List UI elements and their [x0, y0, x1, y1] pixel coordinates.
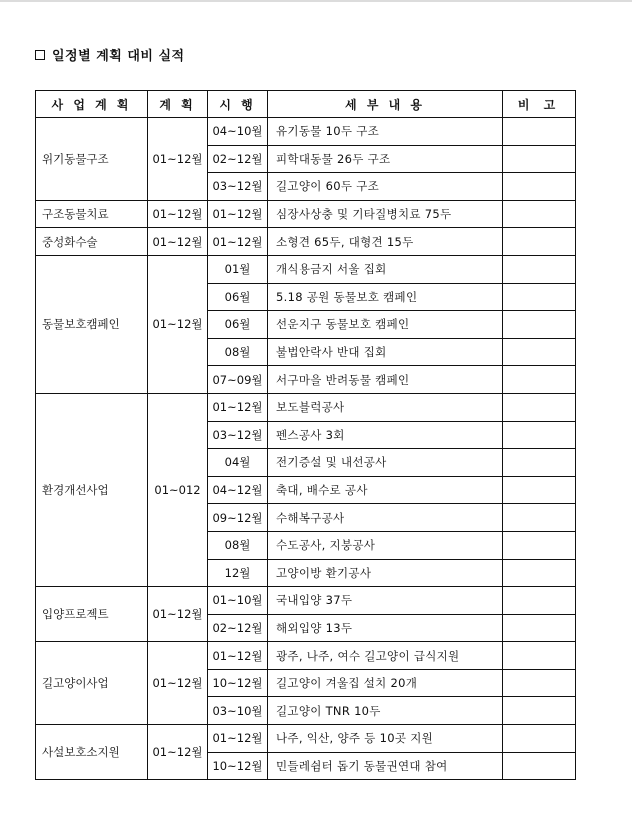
detail-cell: 고양이방 환기공사	[268, 559, 503, 587]
remarks-cell	[503, 504, 576, 532]
top-border	[0, 0, 632, 2]
detail-cell: 보도블럭공사	[268, 393, 503, 421]
detail-cell: 펜스공사 3회	[268, 421, 503, 449]
detail-cell: 소형견 65두, 대형견 15두	[268, 228, 503, 256]
remarks-cell	[503, 476, 576, 504]
execution-period-cell: 03~12월	[208, 421, 268, 449]
execution-period-cell: 01~12월	[208, 642, 268, 670]
detail-cell: 축대, 배수로 공사	[268, 476, 503, 504]
header-project: 사 업 계 획	[36, 91, 148, 118]
remarks-cell	[503, 366, 576, 394]
remarks-cell	[503, 200, 576, 228]
execution-period-cell: 04월	[208, 449, 268, 477]
remarks-cell	[503, 283, 576, 311]
execution-period-cell: 01~12월	[208, 200, 268, 228]
section-heading	[35, 45, 185, 64]
plan-period-cell: 01~12월	[148, 118, 208, 201]
checkbox-square-icon	[35, 50, 45, 60]
execution-period-cell: 04~10월	[208, 118, 268, 146]
detail-cell: 유기동물 10두 구조	[268, 118, 503, 146]
remarks-cell	[503, 145, 576, 173]
project-name-cell: 구조동물치료	[36, 200, 148, 228]
execution-period-cell: 01~10월	[208, 587, 268, 615]
detail-cell: 길고양이 TNR 10두	[268, 697, 503, 725]
execution-period-cell: 12월	[208, 559, 268, 587]
execution-period-cell: 03~12월	[208, 173, 268, 201]
detail-cell: 5.18 공원 동물보호 캠페인	[268, 283, 503, 311]
plan-period-cell: 01~12월	[148, 725, 208, 780]
execution-period-cell: 08월	[208, 531, 268, 559]
execution-period-cell: 10~12월	[208, 669, 268, 697]
remarks-cell	[503, 752, 576, 780]
table-row	[36, 587, 576, 615]
detail-cell: 길고양이 60두 구조	[268, 173, 503, 201]
remarks-cell	[503, 559, 576, 587]
execution-period-cell: 03~10월	[208, 697, 268, 725]
remarks-cell	[503, 725, 576, 753]
execution-period-cell: 02~12월	[208, 145, 268, 173]
detail-cell: 해외입양 13두	[268, 614, 503, 642]
project-name-cell: 환경개선사업	[36, 393, 148, 586]
remarks-cell	[503, 614, 576, 642]
remarks-cell	[503, 669, 576, 697]
plan-period-cell: 01~12월	[148, 587, 208, 642]
remarks-cell	[503, 642, 576, 670]
detail-cell: 개식용금지 서울 집회	[268, 255, 503, 283]
execution-period-cell: 01월	[208, 255, 268, 283]
remarks-cell	[503, 338, 576, 366]
execution-period-cell: 07~09월	[208, 366, 268, 394]
project-name-cell: 입양프로젝트	[36, 587, 148, 642]
detail-cell: 선운지구 동물보호 캠페인	[268, 311, 503, 339]
execution-period-cell: 09~12월	[208, 504, 268, 532]
execution-period-cell: 06월	[208, 311, 268, 339]
remarks-cell	[503, 311, 576, 339]
header-detail: 세 부 내 용	[268, 91, 503, 118]
execution-period-cell: 08월	[208, 338, 268, 366]
execution-period-cell: 04~12월	[208, 476, 268, 504]
table-row	[36, 228, 576, 256]
detail-cell: 수도공사, 지붕공사	[268, 531, 503, 559]
table-row	[36, 725, 576, 753]
remarks-cell	[503, 587, 576, 615]
remarks-cell	[503, 421, 576, 449]
project-name-cell: 위기동물구조	[36, 118, 148, 201]
plan-vs-results-table	[35, 90, 576, 780]
detail-cell: 서구마을 반려동물 캠페인	[268, 366, 503, 394]
project-name-cell: 동물보호캠페인	[36, 255, 148, 393]
table-row	[36, 642, 576, 670]
remarks-cell	[503, 118, 576, 146]
execution-period-cell: 01~12월	[208, 228, 268, 256]
remarks-cell	[503, 228, 576, 256]
detail-cell: 불법안락사 반대 집회	[268, 338, 503, 366]
table-row	[36, 118, 576, 146]
execution-period-cell: 06월	[208, 283, 268, 311]
execution-period-cell: 10~12월	[208, 752, 268, 780]
section-title: 일정별 계획 대비 실적	[52, 49, 185, 64]
table-row	[36, 200, 576, 228]
header-plan: 계 획	[148, 91, 208, 118]
remarks-cell	[503, 449, 576, 477]
header-remarks: 비 고	[503, 91, 576, 118]
header-execution: 시 행	[208, 91, 268, 118]
execution-period-cell: 01~12월	[208, 393, 268, 421]
detail-cell: 광주, 나주, 여수 길고양이 급식지원	[268, 642, 503, 670]
plan-period-cell: 01~12월	[148, 642, 208, 725]
detail-cell: 전기증설 및 내선공사	[268, 449, 503, 477]
plan-period-cell: 01~12월	[148, 228, 208, 256]
remarks-cell	[503, 697, 576, 725]
table-row	[36, 393, 576, 421]
execution-period-cell: 02~12월	[208, 614, 268, 642]
detail-cell: 수해복구공사	[268, 504, 503, 532]
detail-cell: 나주, 익산, 양주 등 10곳 지원	[268, 725, 503, 753]
remarks-cell	[503, 173, 576, 201]
table-row	[36, 255, 576, 283]
project-name-cell: 사설보호소지원	[36, 725, 148, 780]
plan-period-cell: 01~12월	[148, 200, 208, 228]
remarks-cell	[503, 393, 576, 421]
detail-cell: 민들레쉼터 돕기 동물권연대 참여	[268, 752, 503, 780]
detail-cell: 국내입양 37두	[268, 587, 503, 615]
execution-period-cell: 01~12월	[208, 725, 268, 753]
remarks-cell	[503, 531, 576, 559]
project-name-cell: 중성화수술	[36, 228, 148, 256]
detail-cell: 피학대동물 26두 구조	[268, 145, 503, 173]
project-name-cell: 길고양이사업	[36, 642, 148, 725]
detail-cell: 심장사상충 및 기타질병치료 75두	[268, 200, 503, 228]
table-body	[36, 118, 576, 780]
remarks-cell	[503, 255, 576, 283]
table-header-row	[36, 91, 576, 118]
detail-cell: 길고양이 겨울집 설치 20개	[268, 669, 503, 697]
plan-period-cell: 01~012	[148, 393, 208, 586]
plan-period-cell: 01~12월	[148, 255, 208, 393]
